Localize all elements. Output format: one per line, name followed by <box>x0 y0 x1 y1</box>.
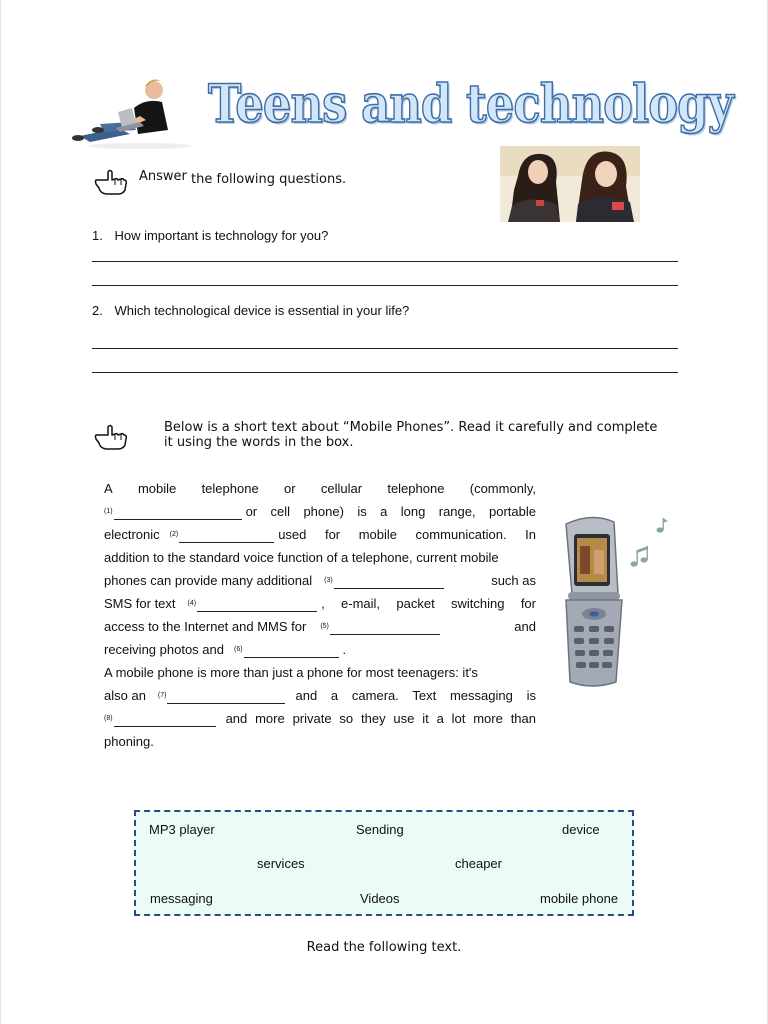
blank-number: (7) <box>157 692 167 699</box>
word-box <box>134 810 634 916</box>
word-option: MP3 player <box>149 822 215 837</box>
blank-number: (8) <box>104 715 113 722</box>
passage-text: or cell phone) is a long range, portable <box>245 504 536 519</box>
passage-text: phones can provide many additional <box>104 573 313 588</box>
passage-line <box>104 707 536 730</box>
passage-text: and more private so they use it a lot more than <box>225 711 536 726</box>
question-text: Which technological device is essential in your life? <box>114 303 410 318</box>
passage-text: receiving photos and <box>104 642 224 657</box>
blank-1[interactable] <box>114 505 242 520</box>
answer-line[interactable] <box>92 348 678 349</box>
question-number: 2. <box>92 303 103 318</box>
passage-word: mobile <box>137 481 177 496</box>
passage-word: telephone <box>201 481 259 496</box>
blank-5[interactable] <box>330 620 440 635</box>
blank-number: (1) <box>104 508 113 515</box>
passage-word: or <box>283 481 296 496</box>
word-option: device <box>562 822 600 837</box>
word-option: mobile phone <box>540 891 619 906</box>
passage-text: phoning. <box>104 734 154 749</box>
passage-text: electronic <box>104 527 160 542</box>
blank-3[interactable] <box>334 574 444 589</box>
instruction-answer-word: Answer <box>139 169 187 184</box>
passage-line <box>104 523 536 546</box>
passage-line <box>104 477 536 500</box>
passage-text: such as <box>491 573 536 588</box>
blank-number: (2) <box>169 531 179 538</box>
passage-line <box>104 730 536 753</box>
passage <box>104 477 536 753</box>
footer-instruction: Read the following text. <box>306 940 462 955</box>
pointing-hand-icon <box>94 421 128 451</box>
instruction-answer-rest: the following questions. <box>191 172 347 187</box>
blank-8[interactable] <box>114 712 216 727</box>
question-1 <box>92 228 328 243</box>
blank-2[interactable] <box>179 528 274 543</box>
passage-text: A mobile phone is more than just a phone for most teenagers: it's <box>104 665 478 680</box>
passage-text: . <box>342 642 347 657</box>
word-option: Sending <box>356 822 404 837</box>
instruction-line-2: it using the words in the box. <box>164 435 354 450</box>
passage-line <box>104 546 536 569</box>
answer-line[interactable] <box>92 285 678 286</box>
passage-line <box>104 684 536 707</box>
answer-line[interactable] <box>92 372 678 373</box>
passage-line <box>104 661 536 684</box>
answer-line[interactable] <box>92 261 678 262</box>
word-option: messaging <box>150 891 213 906</box>
question-2 <box>92 303 409 318</box>
mobile-phone-image <box>552 510 684 692</box>
word-option: cheaper <box>455 856 502 871</box>
teens-with-phones-photo <box>500 146 640 222</box>
passage-text: , e-mail, packet switching for <box>321 596 536 611</box>
teen-laptop-image <box>70 72 196 150</box>
instruction-line-1: Below is a short text about “Mobile Phones”. Read it carefully and complete <box>164 420 658 435</box>
passage-text: access to the Internet and MMS for <box>104 619 307 634</box>
passage-text: addition to the standard voice function of a telephone, current mobile <box>104 550 499 565</box>
passage-text: SMS for text <box>104 596 176 611</box>
passage-line <box>104 592 536 615</box>
blank-4[interactable] <box>197 597 317 612</box>
question-text: How important is technology for you? <box>114 228 329 243</box>
word-option: Videos <box>360 891 400 906</box>
blank-number: (3) <box>324 577 333 584</box>
blank-number: (5) <box>320 623 329 630</box>
passage-text: also an <box>104 688 146 703</box>
passage-line <box>104 615 536 638</box>
instruction-answer <box>139 169 347 187</box>
blank-7[interactable] <box>167 689 285 704</box>
blank-number: (6) <box>233 646 243 653</box>
question-number: 1. <box>92 228 103 243</box>
page-title: Teens and technology <box>208 74 733 135</box>
blank-number: (4) <box>187 600 197 607</box>
passage-line <box>104 638 536 661</box>
passage-word: A <box>104 481 113 496</box>
passage-text: and <box>514 619 536 634</box>
pointing-hand-icon <box>94 166 128 196</box>
passage-line <box>104 569 536 592</box>
page-edge-left <box>0 0 1 1024</box>
passage-text: and a camera. Text messaging is <box>295 688 536 703</box>
instruction-complete <box>164 420 657 450</box>
passage-word: (commonly, <box>469 481 536 496</box>
word-option: services <box>257 856 305 871</box>
passage-word: telephone <box>387 481 445 496</box>
blank-6[interactable] <box>244 643 339 658</box>
passage-word: cellular <box>320 481 363 496</box>
passage-line <box>104 500 536 523</box>
passage-text: used for mobile communication. In <box>278 527 536 542</box>
